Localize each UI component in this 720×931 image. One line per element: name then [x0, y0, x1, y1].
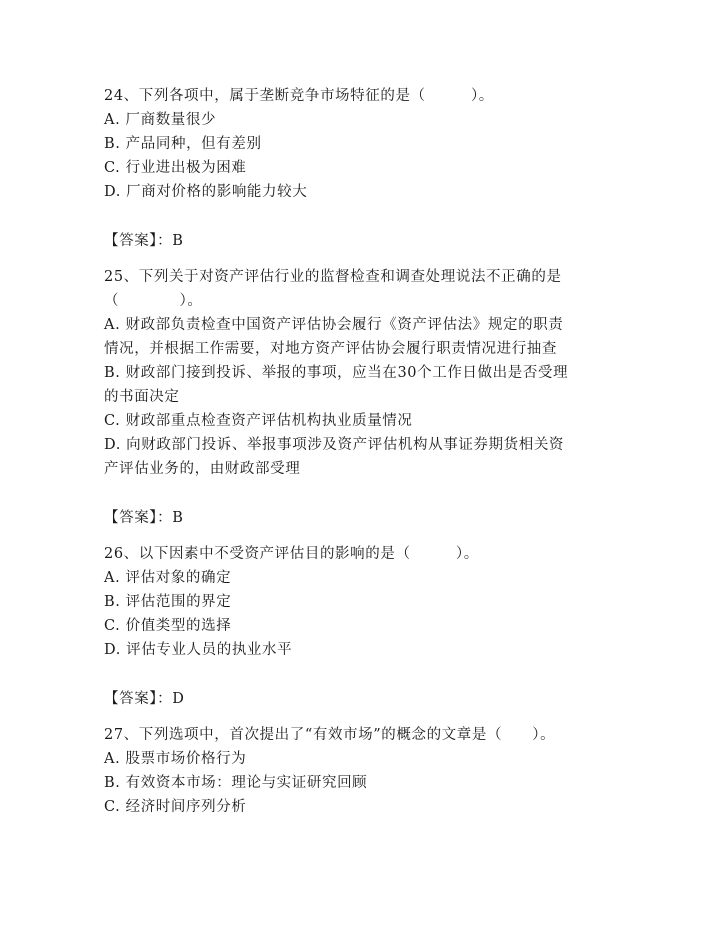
option-c: C. 行业进出极为困难: [104, 160, 247, 176]
option-b: B. 产品同种，但有差别: [104, 136, 262, 152]
question-27: [104, 723, 624, 819]
option-a: A. 评估对象的确定: [104, 570, 232, 586]
question-stem: 27、下列选项中，首次提出了“有效市场”的概念的文章是（ ）。: [104, 727, 556, 743]
option-d: D. 向财政部门投诉、举报事项涉及资产评估机构从事证券期货相关资: [104, 437, 565, 453]
question-25: [104, 265, 624, 530]
question-stem: 24、下列各项中，属于垄断竞争市场特征的是（ ）。: [104, 88, 494, 104]
question-stem-continued: （ ）。: [104, 293, 203, 309]
option-b-continued: 的书面决定: [104, 389, 180, 405]
question-stem: 25、下列关于对资产评估行业的监督检查和调查处理说法不正确的是: [104, 269, 562, 285]
answer-line: 【答案】：D: [104, 691, 185, 707]
option-b: B. 评估范围的界定: [104, 594, 232, 610]
option-c: C. 价值类型的选择: [104, 618, 232, 634]
option-b: B. 财政部门接到投诉、举报的事项，应当在30个工作日做出是否受理: [104, 365, 569, 381]
document-page: [104, 84, 624, 819]
option-d-continued: 产评估业务的，由财政部受理: [104, 461, 301, 477]
option-b: B. 有效资本市场：理论与实证研究回顾: [104, 775, 368, 791]
option-a: A. 股票市场价格行为: [104, 751, 247, 767]
answer-line: 【答案】：B: [104, 233, 184, 249]
question-24: [104, 84, 624, 253]
option-c: C. 财政部重点检查资产评估机构执业质量情况: [104, 413, 413, 429]
option-a-continued: 情况，并根据工作需要，对地方资产评估协会履行职责情况进行抽查: [104, 341, 557, 357]
option-c: C. 经济时间序列分析: [104, 799, 247, 815]
option-d: D. 评估专业人员的执业水平: [104, 642, 293, 658]
question-stem: 26、以下因素中不受资产评估目的影响的是（ ）。: [104, 546, 479, 562]
answer-line: 【答案】：B: [104, 510, 184, 526]
option-d: D. 厂商对价格的影响能力较大: [104, 184, 308, 200]
option-a: A. 厂商数量很少: [104, 112, 217, 128]
option-a: A. 财政部负责检查中国资产评估协会履行《资产评估法》规定的职责: [104, 317, 564, 333]
question-26: [104, 542, 624, 711]
